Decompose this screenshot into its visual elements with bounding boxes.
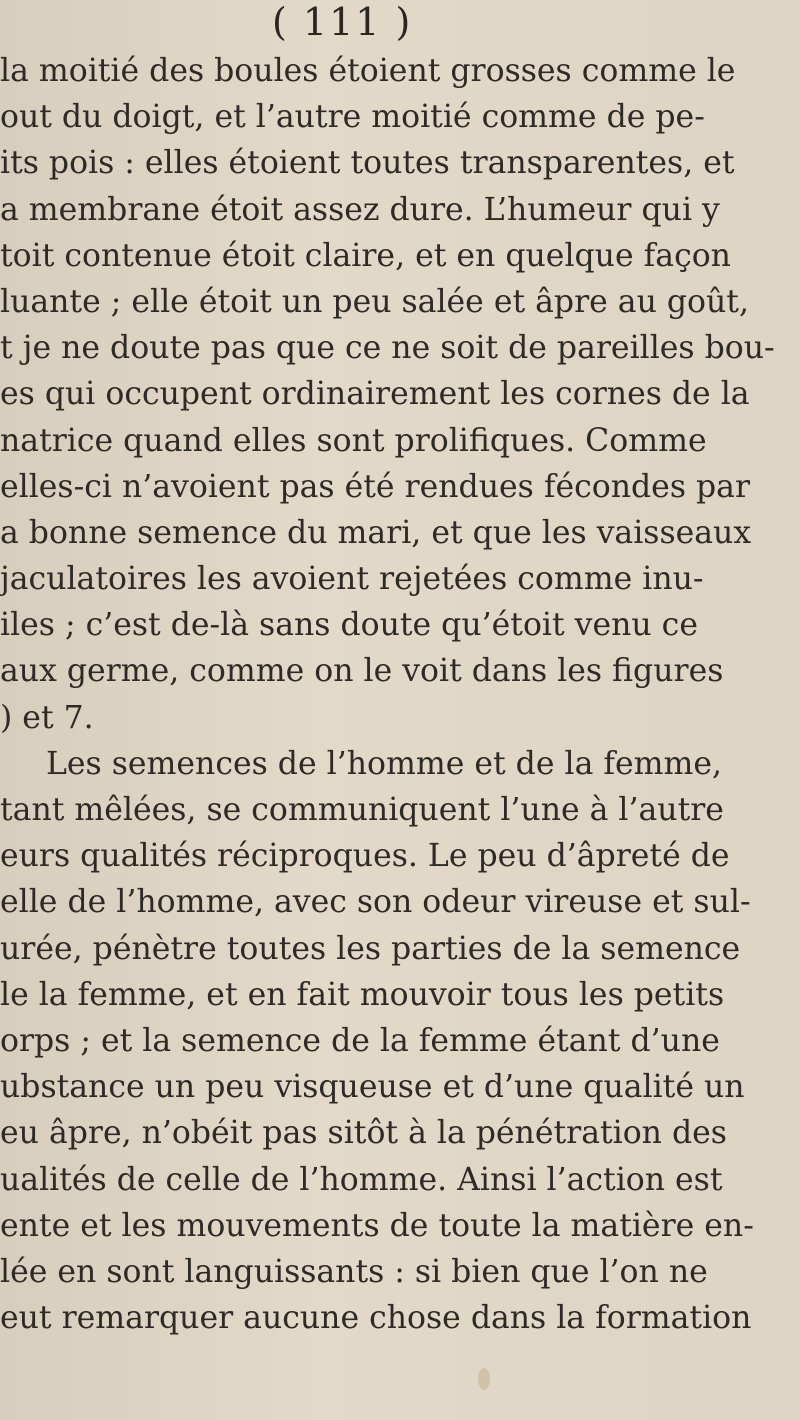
- text-line: elles-ci n’avoient pas été rendues fécondes par: [0, 468, 751, 505]
- text-line: ente et les mouvements de toute la matière en-: [0, 1207, 754, 1244]
- text-line: urée, pénètre toutes les parties de la semence: [0, 930, 741, 967]
- text-line: luante ; elle étoit un peu salée et âpre au goût,: [0, 283, 749, 320]
- text-line: eurs qualités réciproques. Le peu d’âpreté de: [0, 838, 730, 875]
- text-line: aux germe, comme on le voit dans les figures: [0, 653, 724, 690]
- text-line: eut remarquer aucune chose dans la formation: [0, 1300, 752, 1337]
- text-line: le la femme, et en fait mouvoir tous les petits: [0, 976, 725, 1013]
- text-line: tant mêlées, se communiquent l’une à l’autre: [0, 792, 724, 828]
- text-line: eu âpre, n’obéit pas sitôt à la pénétration des: [0, 1115, 727, 1152]
- text-line: lée en sont languissants : si bien que l’on ne: [0, 1253, 708, 1290]
- paper-stain: [478, 1368, 490, 1390]
- text-line: orps ; et la semence de la femme étant d’une: [0, 1022, 720, 1059]
- text-line: ualités de celle de l’homme. Ainsi l’action est: [0, 1161, 723, 1198]
- text-line: its pois : elles étoient toutes transparentes, et: [0, 145, 735, 182]
- text-line: a bonne semence du mari, et que les vaisseaux: [0, 514, 752, 551]
- text-line: out du doigt, et l’autre moitié comme de pe-: [0, 99, 705, 136]
- page-number: ( 111 ): [272, 0, 413, 44]
- text-line: natrice quand elles sont prolifiques. Comme: [0, 422, 707, 459]
- text-line: iles ; c’est de-là sans doute qu’étoit venu ce: [0, 607, 698, 644]
- text-line: t je ne doute pas que ce ne soit de pareilles bou-: [0, 330, 775, 367]
- text-line: a membrane étoit assez dure. L’humeur qui y: [0, 191, 720, 228]
- body-text: [0, 48, 800, 1341]
- text-line: elle de l’homme, avec son odeur vireuse et sul-: [0, 884, 751, 921]
- text-line: jaculatoires les avoient rejetées comme inu-: [0, 561, 704, 598]
- text-line: ubstance un peu visqueuse et d’une qualité un: [0, 1069, 745, 1106]
- text-line: toit contenue étoit claire, et en quelque façon: [0, 237, 731, 274]
- text-line: ) et 7.: [0, 699, 94, 736]
- text-line: es qui occupent ordinairement les cornes de la: [0, 376, 750, 413]
- text-line: la moitié des boules étoient grosses comme le: [0, 53, 736, 89]
- text-line: Les semences de l’homme et de la femme,: [46, 745, 723, 782]
